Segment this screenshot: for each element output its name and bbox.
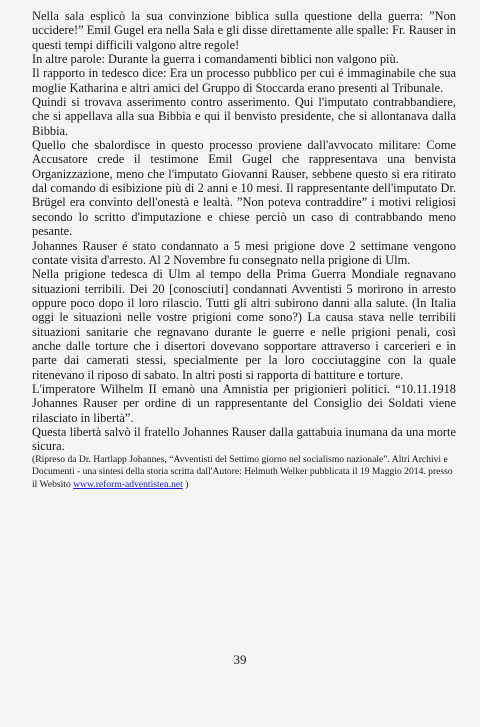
page-number: 39 [233, 652, 247, 667]
source-note-suffix: ) [182, 478, 189, 490]
paragraph: In altre parole: Durante la guerra i comandamenti biblici non valgono più. [32, 52, 399, 67]
paragraph: Nella sala esplicò la sua convinzione biblica sulla questione della guerra: ”Non uccidere!” Emil Gugel era nella Sala e gli disse direttamente alle spalle: Fr. Rauser in questi tempi difficili valgono altre regole! [32, 9, 456, 52]
website-link[interactable]: www.reform-adventisten.net [73, 478, 183, 490]
paragraph: Quello che sbalordisce in questo processo proviene dall'avvocato militare: Come Accusatore crede il testimone Emil Gugel che rappresentava una benvista Organizzazione, meno che l'imputato Giovanni Rauser, sebbene questo si era ritirato dal comando di esibizione più di 2 anni e 10 mesi. Il rappresentante dell'imputato Dr. Brügel era convinto dell'onestà e lealtà. ”Non poteva contraddire” i motivi religiosi secondo lo scritto d'imputazione e chiese perciò un caso di contrabbando meno pesante. [32, 138, 456, 239]
paragraph: Johannes Rauser é stato condannato a 5 mesi prigione dove 2 settimane vengono contate visita d'arresto. Al 2 Novembre fu consegnato nella prigione di Ulm. [32, 238, 456, 267]
paragraph: Quindi si trovava asserimento contro asserimento. Qui l'imputato contrabbandiere, che si appellava alla sua Bibbia e qui il benvisto presidente, che si allontanava dalla Bibbia. [32, 95, 456, 138]
paragraph: Nella prigione tedesca di Ulm al tempo della Prima Guerra Mondiale regnavano situazioni terribili. Dei 20 [conosciuti] condannati Avventisti 5 morirono in arresto oppure poco dopo il loro rilascio. Tutti gli altri subirono danni alla salute. (In Italia oggi le situazioni nelle vostre prigioni come sono?) La causa stava nelle terribili situazioni sanitarie che regnavano durante le guerre e nelle prigioni penali, così anche dalle torture che i disertori dovevano sopportare attraverso i carcerieri e in parte dai camerati stessi, specialmente per la loro cocciutaggine con la quale ritenevano il riposo di sabato. In altri posti si rapporta di battiture e torture. [32, 267, 456, 382]
source-note-text: (Ripreso da Dr. Hartlapp Johannes, “Avventisti del Settimo giorno nel socialismo nazionale”. Altri Archivi e Documenti - una sintesi della storia scritta dall'Autore: Helmuth Welker pubblicata il 19 Maggio 2014. presso il Websito [32, 453, 453, 490]
source-note [32, 454, 456, 492]
paragraph: Questa libertà salvò il fratello Johannes Rauser dalla gattabuia inumana da una morte sicura. [32, 424, 456, 454]
paragraph: L'imperatore Wilhelm II emanò una Amnistia per prigionieri politici. “10.11.1918 Johannes Rauser per ordine di un rappresentante del Consiglio dei Soldati viene rilasciato in libertà”. [32, 381, 456, 425]
paragraph: Il rapporto in tedesco dice: Era un processo pubblico per cui é immaginabile che sua moglie Katharina e altri amici del Gruppo di Stoccarda erano presenti al Tribunale. [32, 66, 456, 95]
body-text [32, 9, 456, 491]
